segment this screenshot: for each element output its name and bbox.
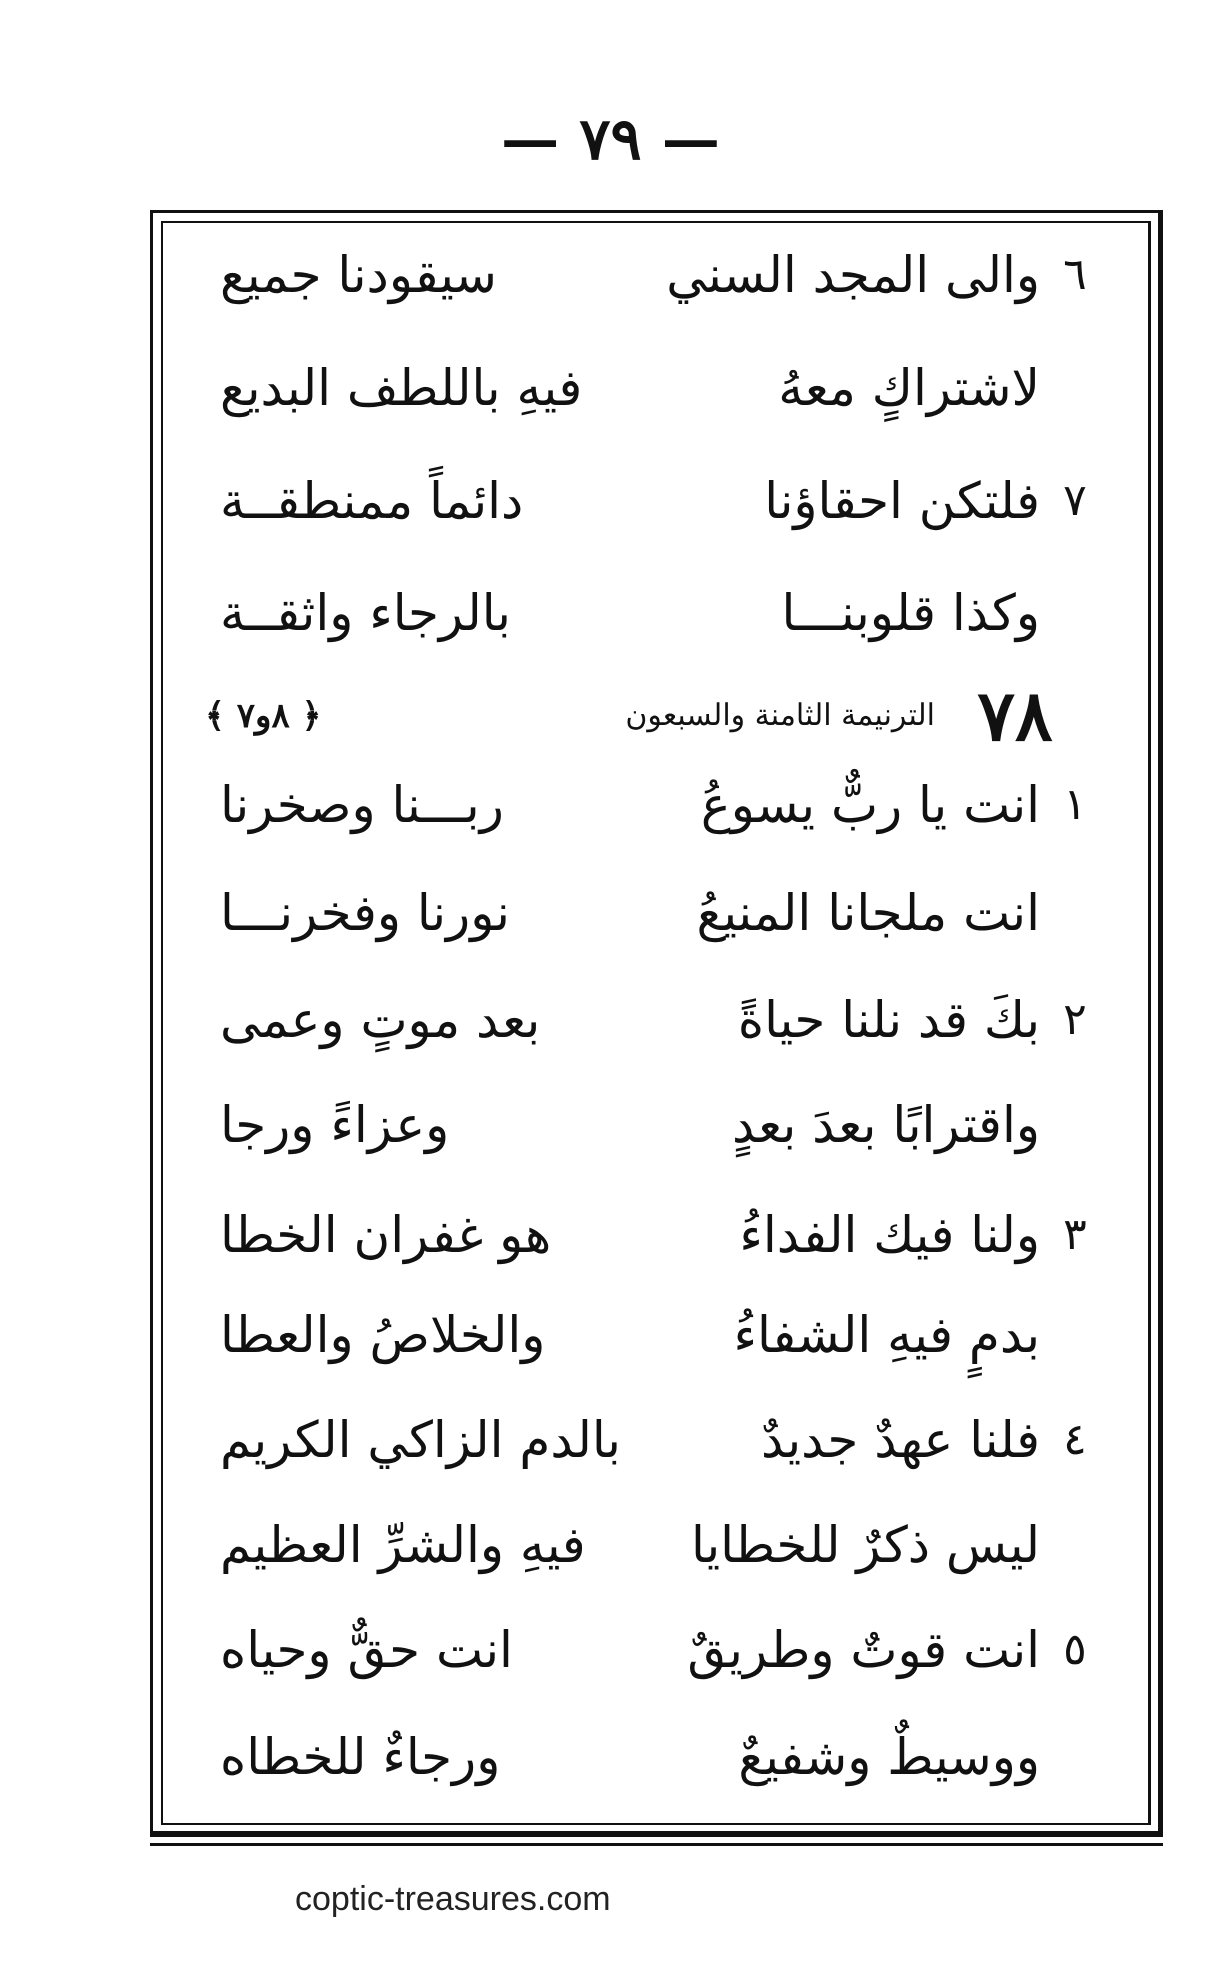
verse-first-half: ليس ذكرٌ للخطايا [691,1516,1040,1574]
verse-line [200,1190,1100,1280]
verse-first-half: انت ملجانا المنيعُ [696,884,1040,942]
verse-second-half: دائماً ممنطقــة [220,472,524,530]
verse-line [200,1080,1100,1170]
verse-first-half: ولنا فيك الفداءُ [739,1206,1040,1264]
verse-second-half: بالدم الزاكي الكريم [220,1411,621,1469]
verse-line [200,1500,1100,1590]
verse-number: ٧ [1063,475,1087,526]
hymn-meter: ﴿ ٨و٧ ﴾ [205,695,322,736]
verse-first-half: لاشتراكٍ معهُ [778,359,1040,417]
verse-line [200,1712,1100,1802]
verse-second-half: وعزاءً ورجا [220,1096,450,1154]
verse-line [200,343,1100,433]
frame-bottom-edge [153,1831,1163,1837]
page-number: — ٧٩ — [501,105,720,173]
verse-number: ٦ [1063,249,1087,300]
verse-first-half: فلنا عهدٌ جديدٌ [760,1411,1040,1469]
verse-first-half: بدمٍ فيهِ الشفاءُ [733,1306,1040,1364]
verse-line [200,760,1100,850]
verse-second-half: ربـــنا وصخرنا [220,776,504,834]
verse-first-half: بكَ قد نلنا حياةً [737,991,1040,1049]
verse-second-half: بالرجاء واثقــة [220,584,511,642]
verse-second-half: نورنا وفخرنـــا [220,884,510,942]
verse-second-half: فيهِ والشرِّ العظيم [220,1516,586,1574]
frame-right-edge [1158,213,1163,1837]
verse-second-half: انت حقٌّ وحياه [220,1621,513,1679]
verse-first-half: انت قوتٌ وطريقٌ [687,1621,1040,1679]
hymn-header [205,675,1095,755]
hymn-number: ٧٨ [977,673,1053,757]
verse-line [200,1605,1100,1695]
hymn-title: الترنيمة الثامنة والسبعون [625,697,935,733]
verse-line [200,456,1100,546]
verse-second-half: بعد موتٍ وعمى [220,991,541,1049]
verse-first-half: وكذا قلوبنـــا [781,584,1040,642]
verse-second-half: هو غفران الخطا [220,1206,552,1264]
verse-first-half: انت يا ربٌّ يسوعُ [700,776,1040,834]
verse-line [200,1290,1100,1380]
verse-number: ٢ [1063,994,1087,1045]
verse-first-half: والى المجد السني [666,246,1040,304]
verse-number: ٥ [1063,1624,1087,1675]
verse-number: ٣ [1063,1209,1087,1260]
verse-second-half: ورجاءٌ للخطاه [220,1728,501,1786]
verse-number: ١ [1063,779,1087,830]
verse-second-half: سيقودنا جميع [220,246,497,304]
verse-first-half: واقترابًا بعدَ بعدٍ [731,1096,1040,1154]
verse-line [200,1395,1100,1485]
bottom-rule [150,1843,1163,1846]
verse-first-half: ووسيطٌ وشفيعٌ [738,1728,1040,1786]
verse-first-half: فلتكن احقاؤنا [764,472,1040,530]
verse-line [200,230,1100,320]
verse-line [200,868,1100,958]
watermark-text: coptic-treasures.com [295,1880,611,1918]
verse-number: ٤ [1063,1414,1087,1465]
verse-second-half: فيهِ باللطف البديع [220,359,583,417]
verse-second-half: والخلاصُ والعطا [220,1306,546,1364]
verse-line [200,975,1100,1065]
verse-line [200,568,1100,658]
